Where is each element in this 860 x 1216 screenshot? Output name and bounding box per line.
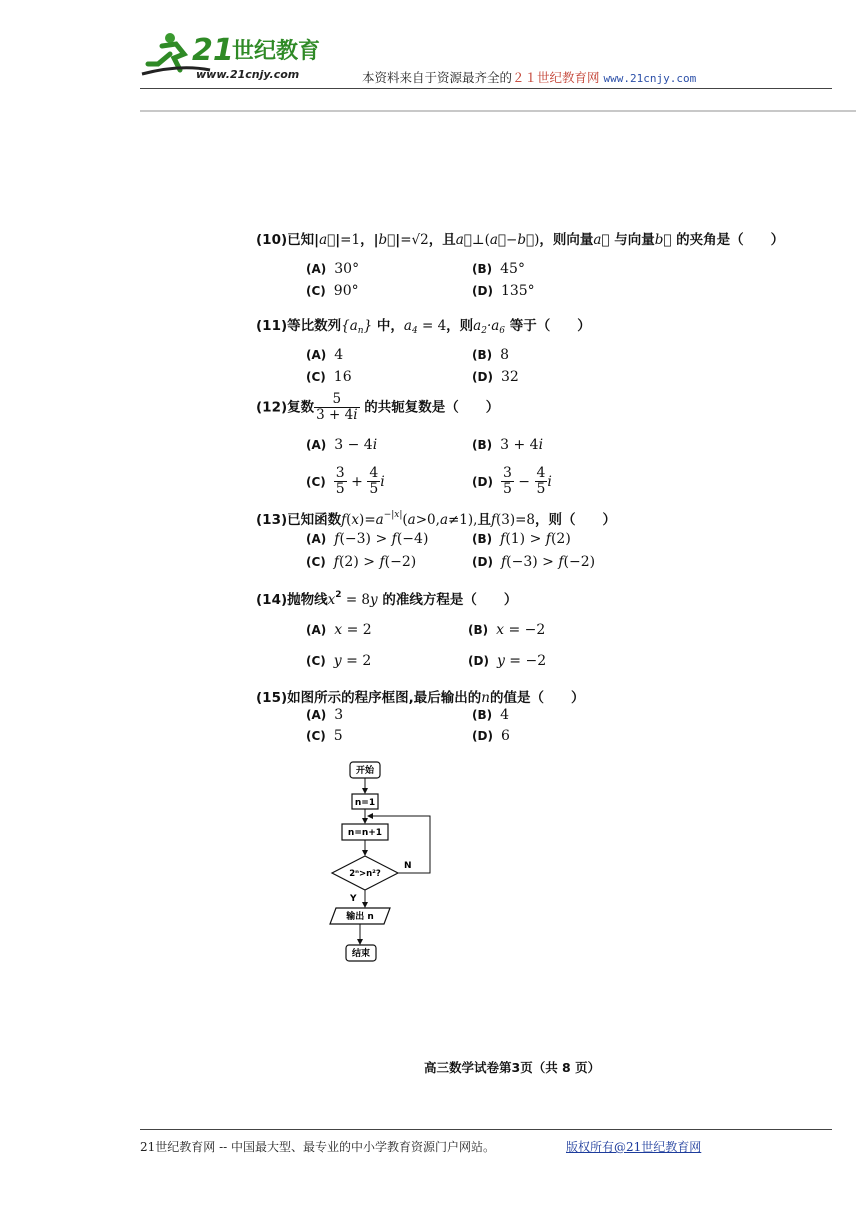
logo-url: www.21cnjy.com (196, 68, 300, 81)
q12-option-b: (B) 3 + 4i (472, 437, 544, 453)
q10-option-c-text: 90° (333, 283, 359, 299)
question-10-number: (10) (256, 232, 288, 248)
flow-decision-label: 2ⁿ>n²? (349, 869, 381, 879)
q14-option-a: (A) x = 2 (306, 622, 372, 638)
q13-option-b: (B) f(1) > f(2) (472, 531, 571, 547)
flow-yes-label: Y (350, 894, 357, 904)
page-footer-title: 高三数学试卷第3页（共 8 页） (424, 1060, 601, 1075)
q13-option-d-label: (D) (472, 555, 493, 569)
q15-option-a-label: (A) (306, 708, 327, 722)
q11-option-b-label: (B) (472, 348, 493, 362)
q14-option-d: (D) y = −2 (468, 653, 547, 669)
q12-option-a: (A) 3 − 4i (306, 437, 378, 453)
q14-option-d-label: (D) (468, 654, 489, 668)
q11-option-a (306, 347, 343, 363)
q11-option-c-text: 16 (333, 369, 352, 385)
question-11-number: (11) (256, 318, 288, 334)
question-13-stem: (13)已知函数$f(x)=a^{-|x|}(a>0,a\ne 1)$,且f(3)=8，则（ ） (256, 510, 616, 528)
question-12-number: (12) (256, 399, 288, 416)
q15-option-b (472, 707, 509, 723)
question-14-number: (14) (256, 592, 288, 608)
q14-option-a-label: (A) (306, 623, 327, 637)
q13-option-a: (A) f(−3) > f(−4) (306, 531, 429, 547)
q12-option-a-label: (A) (306, 438, 327, 452)
q12-option-d: (D) $\frac{3}{5}$ − $\frac{4}{5}$ i (472, 465, 552, 498)
q11-option-d-label: (D) (472, 370, 493, 384)
header-divider (140, 88, 832, 89)
q14-option-b-label: (B) (468, 623, 489, 637)
question-10-stem: (10)已知|a⃗|=1，|b⃗|=√2，且a⃗⊥(a⃗−b⃗)，则向量a⃗ 与向量b⃗ 的夹角是（ ） (256, 232, 785, 248)
q15-option-d-label: (D) (472, 729, 493, 743)
q10-option-b-label: (B) (472, 262, 493, 276)
q10-option-d-label: (D) (472, 284, 493, 298)
q15-option-b-text: 4 (500, 707, 510, 723)
q10-option-c-label: (C) (306, 284, 326, 298)
question-13-number: (13) (256, 512, 288, 528)
q13-option-d: (D) f(−3) > f(−2) (472, 554, 596, 570)
q13-option-b-label: (B) (472, 532, 493, 546)
q15-option-a (306, 707, 343, 723)
q12-option-d-label: (D) (472, 474, 493, 489)
footer-divider (140, 1129, 832, 1130)
question-11-stem: (11)等比数列$\{a_n\}$ 中，$a_4 = 4$，则$a_2\cdot a_6$ 等于（ ） (256, 318, 591, 336)
q10-option-a-label: (A) (306, 262, 327, 276)
q15-option-b-label: (B) (472, 708, 493, 722)
footer-site-description: 21世纪教育网 -- 中国最大型、最专业的中小学教育资源门户网站。 (140, 1140, 496, 1154)
q11-option-b (472, 347, 509, 363)
header-note-site[interactable]: ２１世纪教育网 (512, 70, 600, 85)
logo-number: 21 (192, 33, 234, 68)
scan-top-rule (140, 110, 856, 112)
q15-option-c (306, 728, 343, 744)
q13-option-c: (C) f(2) > f(−2) (306, 554, 417, 570)
q11-option-d-text: 32 (500, 369, 519, 385)
q13-option-a-label: (A) (306, 532, 327, 546)
flow-end-label: 结束 (351, 949, 371, 959)
header-note-url[interactable]: www.21cnjy.com (603, 72, 697, 85)
flow-init-label: n=1 (354, 798, 376, 808)
flow-step-label: n=n+1 (347, 828, 383, 838)
q15-option-c-label: (C) (306, 729, 326, 743)
q13-option-c-label: (C) (306, 555, 326, 569)
footer-copyright-link[interactable]: 版权所有@21世纪教育网 (566, 1140, 702, 1154)
q11-option-b-text: 8 (500, 347, 510, 363)
q10-option-d (472, 283, 535, 299)
question-15-number: (15) (256, 690, 288, 706)
q14-option-c-label: (C) (306, 654, 326, 668)
question-15-stem: (15)如图所示的程序框图,最后输出的n的值是（ ） (256, 690, 585, 706)
q15-option-c-text: 5 (333, 728, 343, 744)
q15-option-d-text: 6 (500, 728, 510, 744)
q12-option-c-label: (C) (306, 474, 326, 489)
q10-option-d-text: 135° (500, 283, 535, 299)
q11-option-a-label: (A) (306, 348, 327, 362)
q11-option-c-label: (C) (306, 370, 326, 384)
flow-no-label: N (404, 861, 412, 871)
question-15-text-tail: 的值是（ ） (489, 690, 585, 706)
flow-start-label: 开始 (355, 766, 375, 776)
flow-output-label: 输出 n (346, 912, 374, 922)
q14-option-b: (B) x = −2 (468, 622, 546, 638)
header-note-prefix: 本资料来自于资源最齐全的 (362, 70, 513, 85)
q11-option-d (472, 369, 519, 385)
q10-option-a-text: 30° (334, 261, 360, 277)
q14-option-c: (C) y = 2 (306, 653, 372, 669)
q10-option-a (306, 261, 359, 277)
logo-text: 世纪教育 (232, 39, 321, 64)
site-logo (140, 24, 340, 86)
q11-option-a-text: 4 (334, 347, 344, 363)
q12-option-b-label: (B) (472, 438, 493, 452)
q15-option-a-text: 3 (334, 707, 344, 723)
question-12-stem: (12)复数 $\frac{5}{3 + 4i}$ 的共轭复数是（ ） (256, 391, 500, 423)
q11-option-c (306, 369, 352, 385)
q10-option-b (472, 261, 525, 277)
program-flowchart (326, 760, 446, 970)
q15-option-d (472, 728, 510, 744)
question-15-text: 如图所示的程序框图,最后输出的 (287, 690, 482, 706)
header-source-note (362, 68, 696, 86)
question-14-stem: (14)抛物线$x^2 = 8y$ 的准线方程是（ ） (256, 590, 518, 608)
q10-option-c (306, 283, 359, 299)
q10-option-b-text: 45° (500, 261, 525, 277)
q12-option-c: (C) $\frac{3}{5}$ + $\frac{4}{5}$ i (306, 465, 385, 498)
